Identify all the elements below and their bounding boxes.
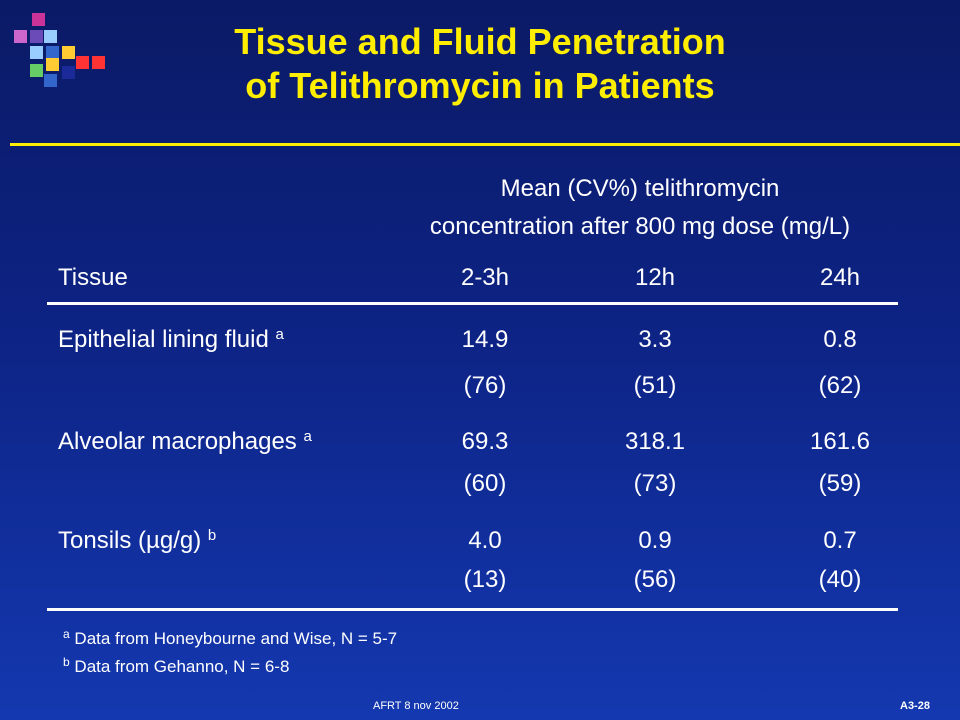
- table-cell-value: 3.3: [638, 326, 672, 353]
- table-cell-cv: (60): [463, 470, 507, 497]
- footnote-text: Data from Honeybourne and Wise, N = 5-7: [74, 629, 398, 648]
- footnote-ref: a: [275, 326, 284, 343]
- footnote-ref: a: [303, 428, 312, 445]
- table-cell-cv: (51): [633, 372, 677, 399]
- title-line-2: of Telithromycin in Patients: [245, 65, 715, 106]
- header-12h: 12h: [634, 264, 676, 291]
- row-label-text: Epithelial lining fluid: [58, 326, 269, 353]
- table-cell-value: 318.1: [624, 428, 686, 455]
- table-cell-cv: (59): [818, 470, 862, 497]
- row-label-tonsils: [58, 526, 216, 556]
- row-label-epithelial-lining-fluid: [58, 325, 284, 355]
- table-cell-value: 4.0: [468, 527, 502, 554]
- header-2-3h: 2-3h: [460, 264, 510, 291]
- footnote-text: Data from Gehanno, N = 6-8: [74, 657, 290, 676]
- table-cell-cv: (62): [818, 372, 862, 399]
- caption-line-1: Mean (CV%) telithromycin: [500, 175, 780, 202]
- row-label-alveolar-macrophages: [58, 427, 312, 457]
- table-cell-value: 69.3: [461, 428, 509, 455]
- table-caption: [340, 170, 940, 246]
- footnote-b: [63, 656, 289, 678]
- table-cell-value: 0.8: [823, 326, 857, 353]
- title-line-1: Tissue and Fluid Penetration: [234, 21, 726, 62]
- colored-squares-logo-icon: [0, 0, 120, 100]
- table-cell-value: 0.9: [638, 527, 672, 554]
- footnote-a: [63, 628, 397, 650]
- row-label-text: Alveolar macrophages: [58, 428, 297, 455]
- table-cell-cv: (76): [463, 372, 507, 399]
- table-cell-value: 0.7: [823, 527, 857, 554]
- row-label-text: Tonsils (µg/g): [58, 527, 202, 554]
- table-cell-cv: (56): [633, 566, 677, 593]
- table-cell-cv: (73): [633, 470, 677, 497]
- header-24h: 24h: [819, 264, 861, 291]
- table-cell-cv: (13): [463, 566, 507, 593]
- title-divider: [10, 143, 960, 146]
- footnote-mark: a: [63, 627, 70, 641]
- table-cell-cv: (40): [818, 566, 862, 593]
- caption-line-2: concentration after 800 mg dose (mg/L): [429, 213, 851, 240]
- slide-title: [150, 20, 810, 108]
- slide-number: A3-28: [900, 700, 930, 712]
- table-bottom-rule: [47, 608, 898, 611]
- footnote-ref: b: [207, 527, 217, 544]
- table-cell-value: 14.9: [461, 326, 509, 353]
- footer-date: AFRT 8 nov 2002: [373, 700, 459, 712]
- header-rule: [47, 302, 898, 305]
- table-cell-value: 161.6: [809, 428, 871, 455]
- header-tissue: Tissue: [58, 264, 128, 291]
- footnote-mark: b: [63, 655, 70, 669]
